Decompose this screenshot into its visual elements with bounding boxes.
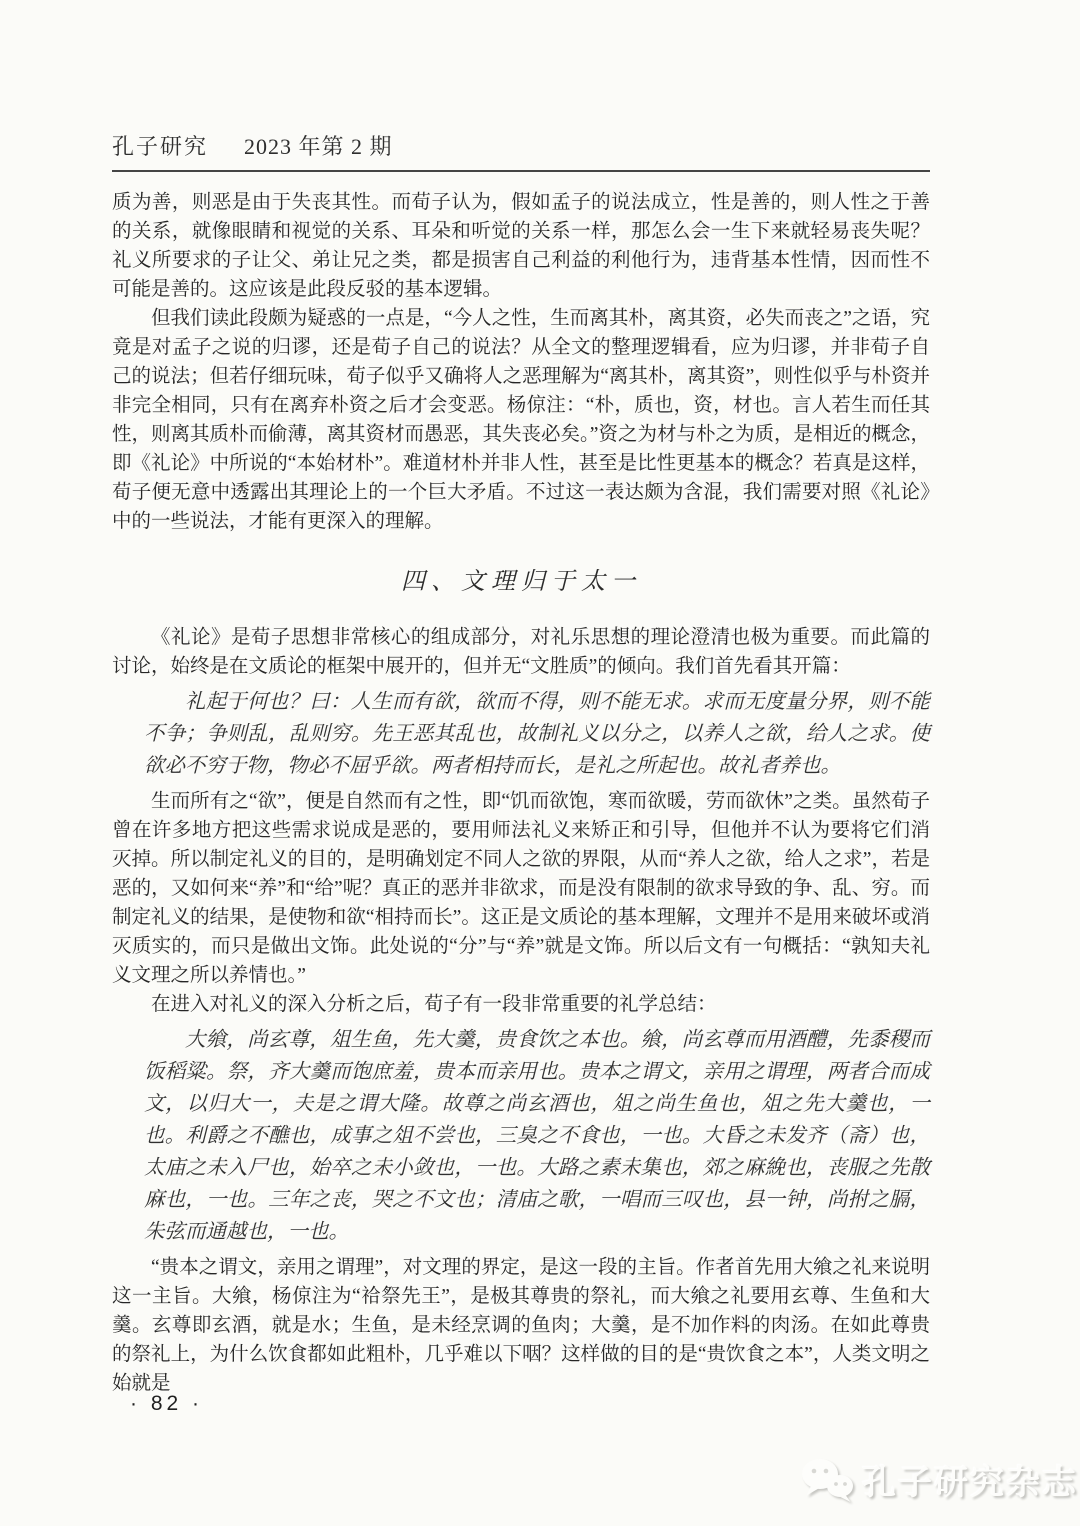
paragraph: 但我们读此段颇为疑惑的一点是，“今人之性，生而离其朴，离其资，必失而丧之”之语，究竟是对孟子之说的归谬，还是荀子自己的说法？从全文的整理逻辑看，应为归谬，并非荀子自己的说法；但若仔细玩味，荀子似乎又确将人之恶理解为“离其朴，离其资”，则性似乎与朴资并非完全相同，只有在离弃朴资之后才会变恶。杨倞注：“朴，质也，资，材也。言人若生而任其性，则离其质朴而偷薄，离其资材而愚恶，其失丧必矣。”资之为材与朴之为质，是相近的概念，即《礼论》中所说的“本始材朴”。难道材朴并非人性，甚至是比性更基本的概念？若真是这样，荀子便无意中透露出其理论上的一个巨大矛盾。不过这一表达颇为含混，我们需要对照《礼论》中的一些说法，才能有更深入的理解。 (112, 308, 930, 532)
header-rule (112, 170, 930, 172)
block-quote-daxiang: 大飨，尚玄尊，俎生鱼，先大羹，贵食饮之本也。飨，尚玄尊而用酒醴，先黍稷而饭稻粱。祭，齐大羹而饱庶羞，贵本而亲用也。贵本之谓文，亲用之谓理，两者合而成文，以归大一，夫是之谓大隆。故尊之尚玄酒也，俎之尚生鱼也，俎之先大羹也，一也。利爵之不醮也，成事之俎不尝也，三臭之不食也，一也。大昏之未发齐（斋）也，太庙之未入尸也，始卒之未小敛也，一也。大路之素未集也，郊之麻絻也，丧服之先散麻也，一也。三年之丧，哭之不文也；清庙之歌，一唱而三叹也，县一钟，尚拊之膈，朱弦而通越也，一也。 (144, 1029, 930, 1243)
page-number: · 82 · (130, 1392, 204, 1415)
paragraph-continuation: 质为善，则恶是由于失丧其性。而荀子认为，假如孟子的说法成立，性是善的，则人性之于善的关系，就像眼睛和视觉的关系、耳朵和听觉的关系一样，那怎么会一生下来就轻易丧失呢？礼义所要求的子让父、弟让兄之类，都是损害自己利益的利他行为，违背基本性情，因而性不可能是善的。这应该是此段反驳的基本逻辑。 (112, 192, 930, 300)
running-header (112, 130, 930, 161)
paragraph: 生而所有之“欲”，便是自然而有之性，即“饥而欲饱，寒而欲暖，劳而欲休”之类。虽然荀子曾在许多地方把这些需求说成是恶的，要用师法礼义来矫正和引导，但他并不认为要将它们消灭掉。所以制定礼义的目的，是明确划定不同人之欲的界限，从而“养人之欲，给人之求”，若是恶的，又如何来“养”和“给”呢？真正的恶并非欲求，而是没有限制的欲求导致的争、乱、穷。而制定礼义的结果，是使物和欲“相持而长”。这正是文质论的基本理解，文理并不是用来破坏或消灭质实的，而只是做出文饰。此处说的“分”与“养”就是文饰。所以后文有一句概括：“孰知夫礼义文理之所以养情也。” (112, 791, 930, 986)
journal-watermark (800, 1455, 1078, 1504)
block-quote-li-origin: 礼起于何也？曰：人生而有欲，欲而不得，则不能无求。求而无度量分界，则不能不争；争则乱，乱则穷。先王恶其乱也，故制礼义以分之，以养人之欲，给人之求。使欲必不穷于物，物必不屈乎欲。两者相持而长，是礼之所起也。故礼者养也。 (144, 691, 930, 777)
journal-title: 孔子研究 (112, 134, 209, 159)
article-body (112, 188, 930, 1398)
section-heading: 四、文理归于太一 (401, 569, 641, 595)
watermark-label: 孔子研究杂志 (862, 1464, 1078, 1502)
paragraph: “贵本之谓文，亲用之谓理”，对文理的界定，是这一段的主旨。作者首先用大飨之礼来说明这一主旨。大飨，杨倞注为“祫祭先王”，是极其尊贵的祭礼，而大飨之礼要用玄尊、生鱼和大羹。玄尊即玄酒，就是水；生鱼，是未经烹调的鱼肉；大羹，是不加作料的肉汤。在如此尊贵的祭礼上，为什么饮食都如此粗朴，几乎难以下咽？这样做的目的是“贵饮食之本”，人类文明之始就是 (112, 1257, 930, 1394)
wechat-icon (800, 1457, 854, 1503)
paragraph: 在进入对礼义的深入分析之后，荀子有一段非常重要的礼学总结： (151, 994, 717, 1015)
issue-info: 2023 年第 2 期 (244, 134, 393, 159)
paragraph: 《礼论》是荀子思想非常核心的组成部分，对礼乐思想的理论澄清也极为重要。而此篇的讨论，始终是在文质论的框架中展开的，但并无“文胜质”的倾向。我们首先看其开篇： (112, 627, 930, 677)
